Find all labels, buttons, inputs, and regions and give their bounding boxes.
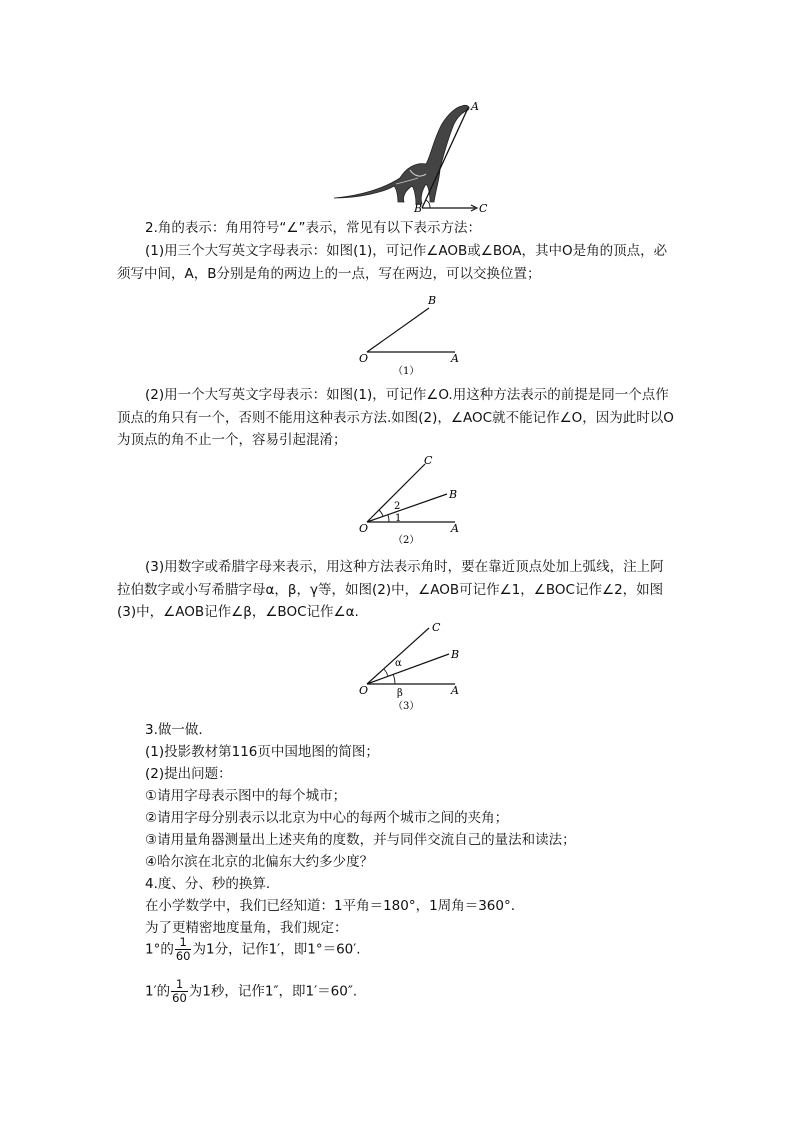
- fig2-angle-1: 1: [395, 513, 402, 524]
- section2-heading: 2.角的表示：角用符号“∠”表示，常见有以下表示方法：: [145, 220, 481, 236]
- fig2-label-c: C: [424, 454, 433, 467]
- dino-label-c: C: [479, 202, 488, 215]
- fraction-denominator: 60: [172, 991, 187, 1005]
- section2-paragraph-3: (3)用数字或希腊字母来表示，用这种方法表示角时，要在靠近顶点处加上弧线，注上阿拉伯数字或小写希腊字母α，β，γ等，如图(2)中，∠AOB可记作∠1，∠BOC记作∠2，如图(3)中，∠AOB记作∠β，∠BOC记作∠α.: [117, 559, 664, 620]
- minute-definition: [145, 936, 361, 963]
- dinosaur-silhouette: [334, 105, 469, 204]
- fig1-label-a: A: [451, 352, 459, 365]
- fig3-ray-ob: [367, 654, 449, 684]
- second-definition-prefix: 1′的: [145, 983, 171, 1000]
- fig2-angle-2: 2: [394, 501, 401, 512]
- fig1-ray-ob: [367, 308, 429, 352]
- fig1-caption: （1）: [393, 366, 420, 377]
- fig3-label-c: C: [432, 621, 441, 634]
- fig1-label-b: B: [428, 294, 437, 307]
- section3-item-1: (1)投影教材第116页中国地图的简图；: [145, 744, 379, 760]
- section3-item-4: ②请用字母分别表示以北京为中心的每两个城市之间的夹角；: [145, 810, 509, 826]
- figure-1: [355, 290, 465, 378]
- section3-item-3: ①请用字母表示图中的每个城市；: [145, 788, 347, 804]
- fig2-ray-ob: [367, 494, 447, 522]
- fig3-label-b: B: [451, 648, 460, 661]
- fig2-label-b: B: [449, 488, 458, 501]
- second-definition-suffix: 为1秒，记作1″，即1′＝60″.: [188, 983, 358, 1000]
- fraction-numerator: 1: [175, 936, 192, 950]
- dino-label-a: A: [471, 100, 479, 113]
- fraction-one-sixtieth: [175, 936, 192, 963]
- fig2-caption: （2）: [393, 535, 420, 546]
- fraction-numerator: 1: [171, 978, 188, 992]
- fig3-beta: β: [397, 688, 403, 699]
- fig3-label-a: A: [451, 684, 459, 697]
- section4-line-1: 在小学数学中，我们已经知道：1平角＝180°，1周角＝360°.: [145, 898, 516, 914]
- second-definition: [145, 978, 357, 1005]
- section2-paragraph-2: (2)用一个大写英文字母表示：如图(1)，可记作∠O.用这种方法表示的前提是同一个点作顶点的角只有一个，否则不能用这种表示方法.如图(2)，∠AOC就不能记作∠O，因为此时以O为顶点的角不止一个，容易引起混淆；: [117, 387, 674, 448]
- figure-2: [355, 452, 465, 548]
- fig3-caption: （3）: [393, 701, 420, 712]
- section3-item-2: (2)提出问题：: [145, 766, 232, 782]
- minute-definition-prefix: 1°的: [145, 941, 174, 958]
- figure-3: [355, 618, 465, 714]
- section3-item-5: ③请用量角器测量出上述夹角的度数，并与同伴交流自己的量法和读法；: [145, 832, 576, 848]
- fig2-label-o: O: [359, 522, 369, 535]
- fig1-label-o: O: [359, 352, 369, 365]
- section4-line-2: 为了更精密地度量角，我们规定：: [145, 920, 348, 936]
- section2-paragraph-1: (1)用三个大写英文字母表示：如图(1)，可记作∠AOB或∠BOA，其中O是角的顶点，必须写中间，A，B分别是角的两边上的一点，写在两边，可以交换位置；: [117, 243, 668, 282]
- fig3-alpha: α: [395, 658, 402, 669]
- dino-label-b: B: [414, 202, 423, 215]
- fig3-label-o: O: [359, 684, 369, 697]
- fig2-label-a: A: [451, 522, 459, 535]
- fig3-ray-oc: [367, 628, 429, 684]
- fraction-one-sixtieth: [171, 978, 188, 1005]
- minute-definition-suffix: 为1分，记作1′，即1°＝60′.: [192, 941, 361, 958]
- section3-item-6: ④哈尔滨在北京的北偏东大约多少度？: [145, 854, 374, 870]
- section4-heading: 4.度、分、秒的换算.: [145, 876, 271, 892]
- fraction-denominator: 60: [175, 949, 191, 963]
- dinosaur-figure: [330, 98, 490, 218]
- section3-heading: 3.做一做.: [145, 722, 203, 738]
